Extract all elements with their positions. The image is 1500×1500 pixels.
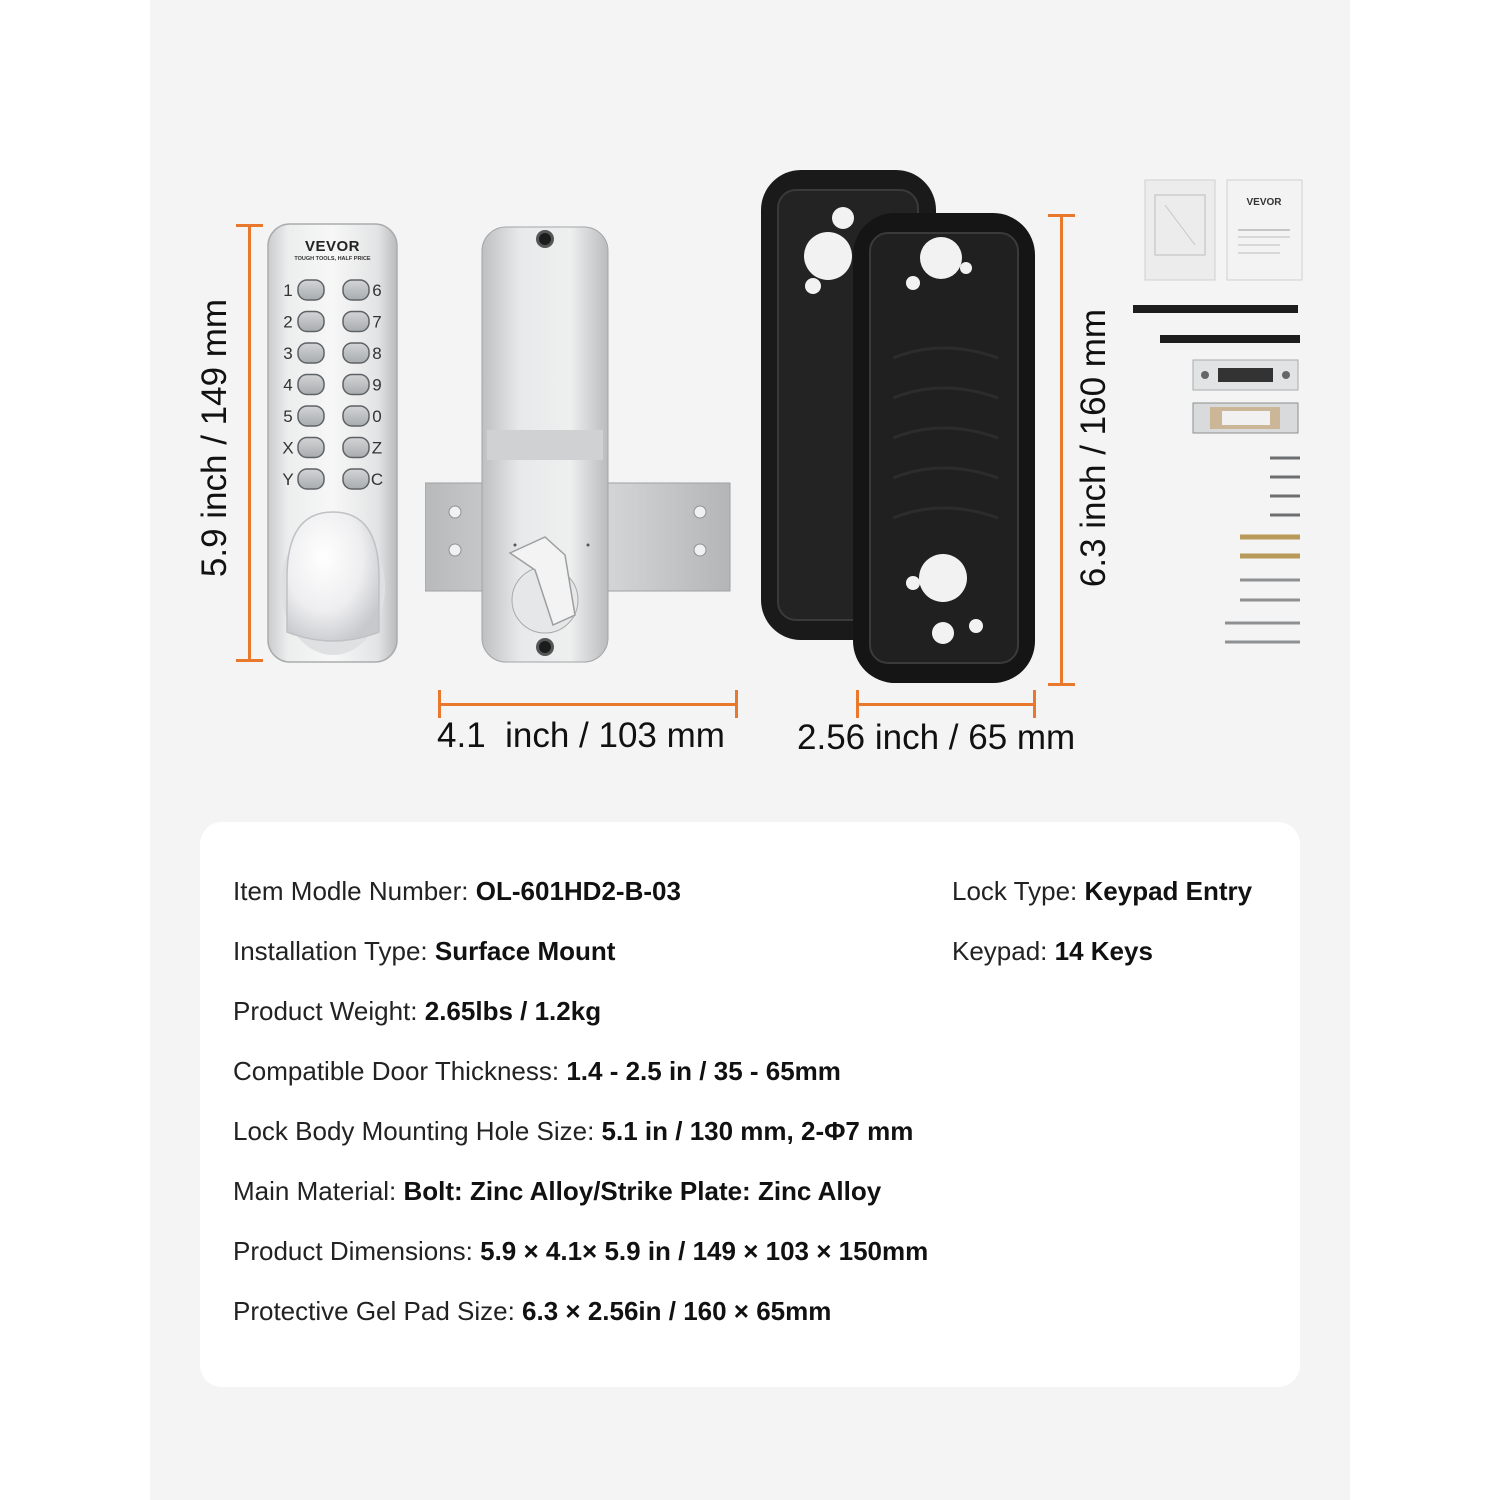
spec-value: Keypad Entry [1084,876,1253,906]
spec-value: OL-601HD2-B-03 [475,876,681,906]
keypad-button-y[interactable] [298,469,324,489]
keypad-button-x[interactable] [298,438,324,458]
spec-installation [233,936,615,967]
spec-value: Bolt: Zinc Alloy/Strike Plate: Zinc Alloy [403,1176,882,1206]
manual-logo: VEVOR [1246,197,1282,208]
spec-label: Keypad: [952,936,1048,966]
keypad-label-5: 5 [283,407,293,426]
spec-material [233,1176,881,1207]
brand-logo: VEVOR [304,238,360,255]
keypad-label-1: 1 [283,281,293,300]
keypad-button-4[interactable] [298,375,324,395]
spec-weight [233,996,601,1027]
keypad-label-3: 3 [283,344,293,363]
lock-width-label: 4.1 inch / 103 mm [437,716,725,755]
keypad-button-9[interactable] [343,375,369,395]
keypad-button-5[interactable] [298,406,324,426]
spec-value: 6.3 × 2.56in / 160 × 65mm [522,1296,832,1326]
spec-value: 5.1 in / 130 mm, 2-Φ7 mm [601,1116,914,1146]
spec-door-thickness [233,1056,841,1087]
keypad-label-z: Z [371,438,383,458]
keypad-button-1[interactable] [298,280,324,300]
keypad-label-4: 4 [283,375,293,395]
keypad-label-2: 2 [283,312,293,332]
spec-model [233,876,681,907]
pad-height-label: 6.3 inch / 160 mm [1074,308,1113,588]
keypad-label-8: 8 [372,344,382,363]
keypad-label-6: 6 [372,281,382,300]
brand-tagline: TOUGH TOOLS, HALF PRICE [294,256,371,262]
lock-back-body-image [425,225,731,665]
keypad-button-6[interactable] [343,280,369,300]
pad-width-label: 2.56 inch / 65 mm [797,718,1076,757]
keypad-label-0: 0 [372,407,382,426]
spec-dimensions [233,1236,928,1267]
spec-label: Installation Type: [233,936,428,966]
keypad-lock-front-image [265,222,400,664]
keypad-label-9: 9 [372,375,382,395]
spec-label: Main Material: [233,1176,397,1206]
keypad-button-3[interactable] [298,343,324,363]
spec-value: 2.65lbs / 1.2kg [424,996,602,1026]
accessories-image [1130,175,1310,655]
spec-label: Product Weight: [233,996,418,1026]
spec-label: Lock Type: [952,876,1078,906]
spec-value: 5.9 × 4.1× 5.9 in / 149 × 103 × 150mm [480,1236,929,1266]
spec-value: 1.4 - 2.5 in / 35 - 65mm [566,1056,841,1086]
keypad-label-x: X [282,438,294,458]
keypad-label-y: Y [282,470,294,489]
spec-mounting-hole [233,1116,913,1147]
keypad-button-2[interactable] [298,312,324,332]
keypad-button-c[interactable] [343,469,369,489]
spec-lock-type [952,876,1252,907]
spec-label: Item Modle Number: [233,876,469,906]
spec-gel-pad [233,1296,831,1327]
spec-value: Surface Mount [434,936,616,966]
spec-value: 14 Keys [1054,936,1153,966]
lock-height-label: 5.9 inch / 149 mm [195,298,234,578]
spec-label: Protective Gel Pad Size: [233,1296,515,1326]
spec-label: Lock Body Mounting Hole Size: [233,1116,595,1146]
spec-label: Compatible Door Thickness: [233,1056,560,1086]
spec-keypad [952,936,1153,967]
keypad-button-0[interactable] [343,406,369,426]
gel-pads-image [758,168,1040,688]
spec-label: Product Dimensions: [233,1236,473,1266]
keypad-button-8[interactable] [343,343,369,363]
keypad-label-7: 7 [372,312,382,332]
keypad-button-7[interactable] [343,312,369,332]
keypad-button-z[interactable] [343,438,369,458]
keypad-label-c: C [370,470,384,489]
